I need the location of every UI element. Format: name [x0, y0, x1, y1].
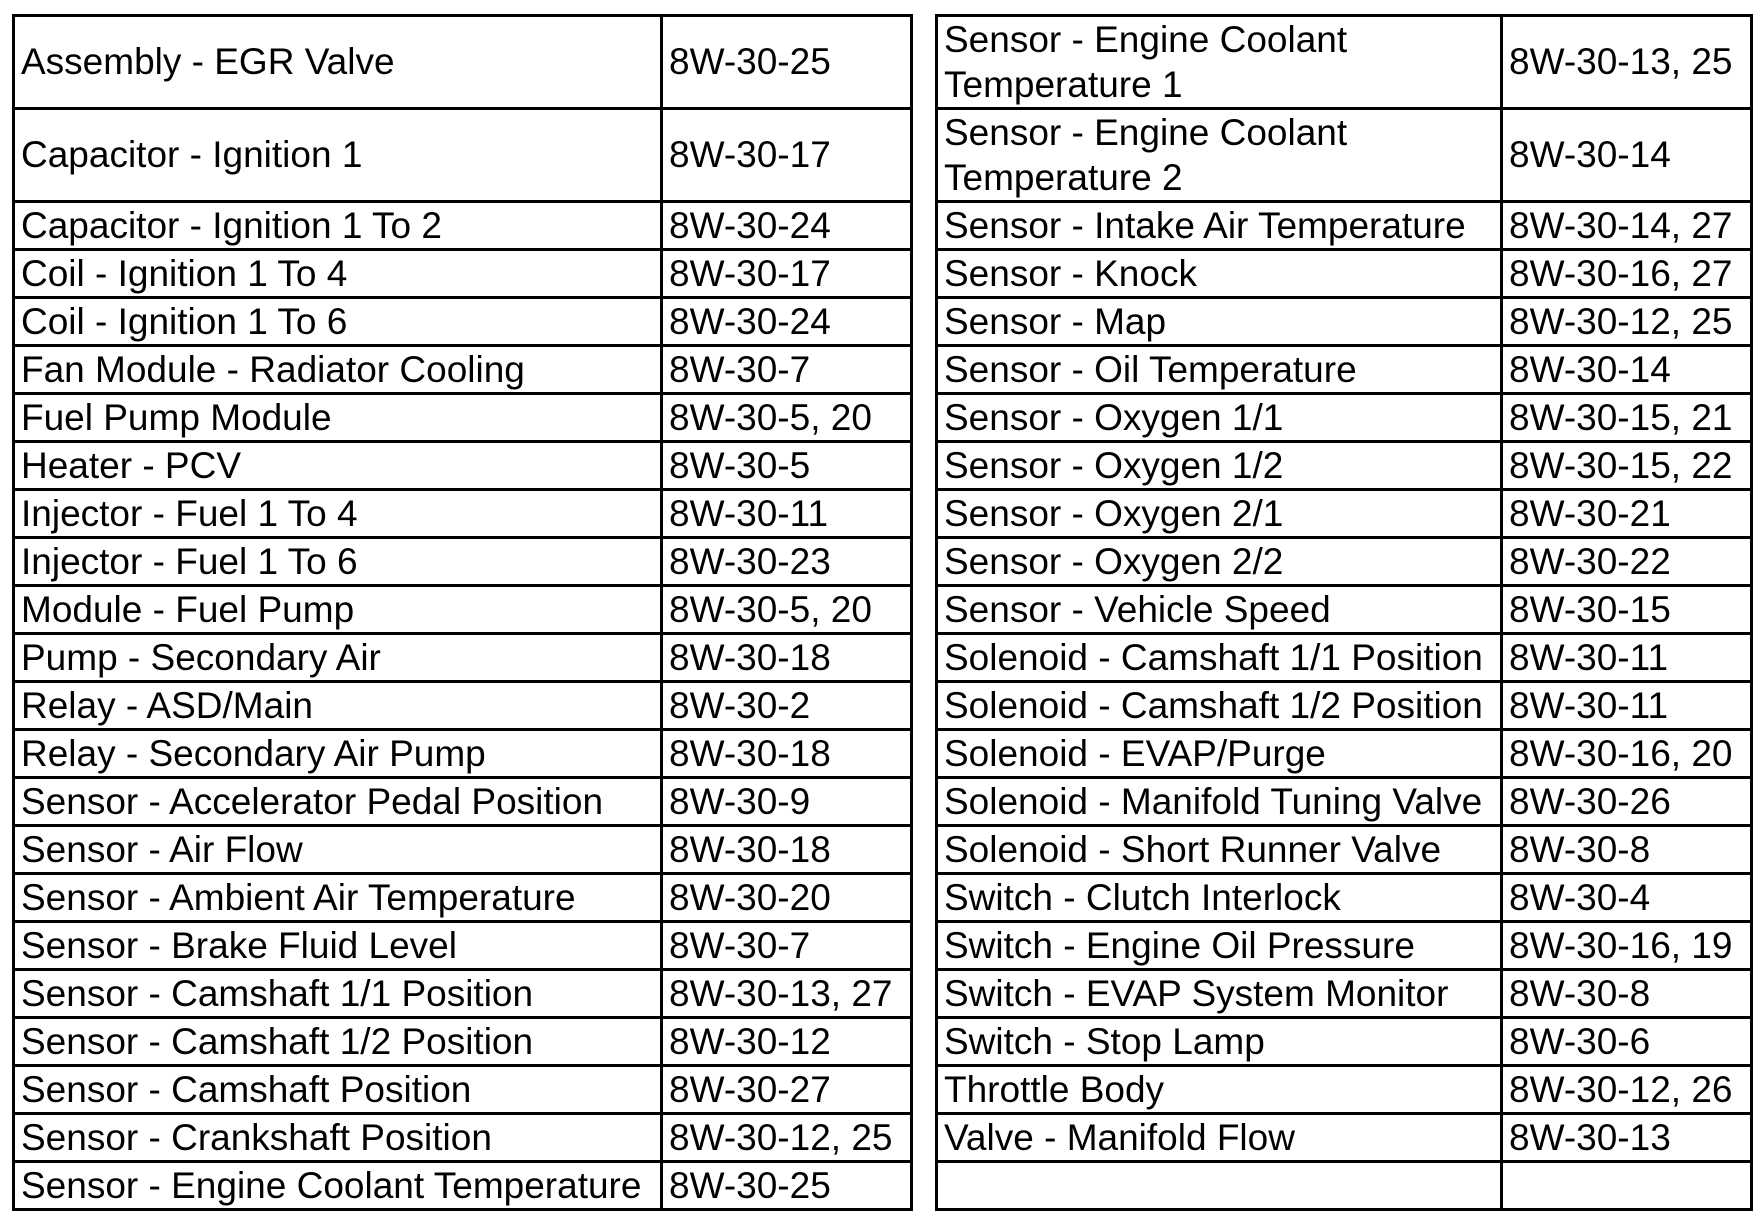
page-reference-cell: 8W-30-26: [1502, 778, 1752, 826]
component-name-cell: Module - Fuel Pump: [14, 586, 662, 634]
table-row: [14, 730, 912, 778]
page-reference-cell: 8W-30-14: [1502, 346, 1752, 394]
component-name-cell: Sensor - Engine Coolant Temperature 2: [937, 109, 1502, 202]
component-name-cell: Sensor - Knock: [937, 250, 1502, 298]
table-row: [937, 826, 1752, 874]
table-row: [937, 346, 1752, 394]
table-row: [14, 490, 912, 538]
table-row: [937, 730, 1752, 778]
page-reference-cell: 8W-30-21: [1502, 490, 1752, 538]
page-reference-cell: 8W-30-7: [662, 922, 912, 970]
table-row: [14, 922, 912, 970]
table-row: [937, 109, 1752, 202]
page-reference-cell: 8W-30-27: [662, 1066, 912, 1114]
page-reference-cell: 8W-30-2: [662, 682, 912, 730]
table-row: [937, 1066, 1752, 1114]
component-name-cell: Fuel Pump Module: [14, 394, 662, 442]
table-row: [937, 250, 1752, 298]
component-name-cell: Assembly - EGR Valve: [14, 16, 662, 109]
page-reference-cell: 8W-30-22: [1502, 538, 1752, 586]
page-reference-cell: 8W-30-12: [662, 1018, 912, 1066]
component-name-cell: Sensor - Oxygen 2/2: [937, 538, 1502, 586]
component-name-cell: Valve - Manifold Flow: [937, 1114, 1502, 1162]
component-name-cell: Switch - EVAP System Monitor: [937, 970, 1502, 1018]
table-row: [14, 538, 912, 586]
page-reference-cell: 8W-30-17: [662, 250, 912, 298]
component-name-cell: Relay - ASD/Main: [14, 682, 662, 730]
table-row: [937, 442, 1752, 490]
page-reference-cell: 8W-30-16, 19: [1502, 922, 1752, 970]
table-row: [14, 970, 912, 1018]
table-row: [14, 202, 912, 250]
component-name-cell: Solenoid - EVAP/Purge: [937, 730, 1502, 778]
table-row: [14, 778, 912, 826]
table-row: [937, 202, 1752, 250]
table-row: [14, 16, 912, 109]
page-reference-cell: 8W-30-25: [662, 1162, 912, 1210]
component-name-cell: Capacitor - Ignition 1: [14, 109, 662, 202]
page-reference-cell: 8W-30-13, 25: [1502, 16, 1752, 109]
page-reference-cell: 8W-30-9: [662, 778, 912, 826]
page-reference-cell: 8W-30-5, 20: [662, 394, 912, 442]
component-name-cell: Pump - Secondary Air: [14, 634, 662, 682]
table-row: [937, 16, 1752, 109]
page-reference-cell: 8W-30-14: [1502, 109, 1752, 202]
component-name-cell: Switch - Clutch Interlock: [937, 874, 1502, 922]
component-name-cell: Sensor - Map: [937, 298, 1502, 346]
page-reference-cell: 8W-30-5, 20: [662, 586, 912, 634]
component-name-cell: Solenoid - Camshaft 1/1 Position: [937, 634, 1502, 682]
page-reference-cell: [1502, 1162, 1752, 1210]
component-name-cell: Throttle Body: [937, 1066, 1502, 1114]
page-reference-cell: 8W-30-18: [662, 730, 912, 778]
page-reference-cell: 8W-30-16, 20: [1502, 730, 1752, 778]
page-reference-cell: 8W-30-15, 21: [1502, 394, 1752, 442]
page-reference-cell: 8W-30-23: [662, 538, 912, 586]
table-row: [14, 250, 912, 298]
table-row: [937, 922, 1752, 970]
component-name-cell: Sensor - Oxygen 1/1: [937, 394, 1502, 442]
table-row: [14, 874, 912, 922]
table-row: [937, 298, 1752, 346]
table-row: [14, 109, 912, 202]
page-reference-cell: 8W-30-24: [662, 202, 912, 250]
component-name-cell: Injector - Fuel 1 To 6: [14, 538, 662, 586]
page-reference-cell: 8W-30-18: [662, 634, 912, 682]
table-row: [14, 1114, 912, 1162]
table-row: [14, 826, 912, 874]
table-row: [937, 874, 1752, 922]
page-reference-cell: 8W-30-24: [662, 298, 912, 346]
page-reference-cell: 8W-30-11: [1502, 682, 1752, 730]
table-row: [14, 442, 912, 490]
table-row: [937, 1162, 1752, 1210]
page-reference-cell: 8W-30-11: [662, 490, 912, 538]
table-row: [14, 346, 912, 394]
page-reference-cell: 8W-30-12, 25: [1502, 298, 1752, 346]
component-name-cell: Sensor - Ambient Air Temperature: [14, 874, 662, 922]
component-index-table-left: [12, 14, 913, 1211]
page-reference-cell: 8W-30-11: [1502, 634, 1752, 682]
component-name-cell: Injector - Fuel 1 To 4: [14, 490, 662, 538]
table-row: [14, 682, 912, 730]
page-reference-cell: 8W-30-18: [662, 826, 912, 874]
table-row: [14, 634, 912, 682]
component-name-cell: Sensor - Engine Coolant Temperature: [14, 1162, 662, 1210]
page-reference-cell: 8W-30-5: [662, 442, 912, 490]
table-row: [937, 538, 1752, 586]
table-row: [937, 1114, 1752, 1162]
component-name-cell: Solenoid - Manifold Tuning Valve: [937, 778, 1502, 826]
table-row: [937, 490, 1752, 538]
component-name-cell: Capacitor - Ignition 1 To 2: [14, 202, 662, 250]
table-row: [14, 1066, 912, 1114]
component-name-cell: Relay - Secondary Air Pump: [14, 730, 662, 778]
page-reference-cell: 8W-30-25: [662, 16, 912, 109]
table-row: [14, 394, 912, 442]
page-reference-cell: 8W-30-20: [662, 874, 912, 922]
component-name-cell: Coil - Ignition 1 To 4: [14, 250, 662, 298]
page-reference-cell: 8W-30-15: [1502, 586, 1752, 634]
table-row: [937, 586, 1752, 634]
component-name-cell: Heater - PCV: [14, 442, 662, 490]
component-name-cell: Solenoid - Camshaft 1/2 Position: [937, 682, 1502, 730]
component-name-cell: [937, 1162, 1502, 1210]
page-reference-cell: 8W-30-8: [1502, 826, 1752, 874]
component-name-cell: Sensor - Accelerator Pedal Position: [14, 778, 662, 826]
table-row: [14, 1162, 912, 1210]
page-reference-cell: 8W-30-13, 27: [662, 970, 912, 1018]
table-row: [937, 682, 1752, 730]
table-row: [14, 298, 912, 346]
page-reference-cell: 8W-30-12, 25: [662, 1114, 912, 1162]
page-reference-cell: 8W-30-6: [1502, 1018, 1752, 1066]
page-reference-cell: 8W-30-17: [662, 109, 912, 202]
table-row: [14, 1018, 912, 1066]
component-name-cell: Sensor - Camshaft Position: [14, 1066, 662, 1114]
page-reference-cell: 8W-30-12, 26: [1502, 1066, 1752, 1114]
page-reference-cell: 8W-30-13: [1502, 1114, 1752, 1162]
table-row: [937, 1018, 1752, 1066]
page-reference-cell: 8W-30-15, 22: [1502, 442, 1752, 490]
component-name-cell: Coil - Ignition 1 To 6: [14, 298, 662, 346]
table-row: [937, 394, 1752, 442]
component-name-cell: Fan Module - Radiator Cooling: [14, 346, 662, 394]
component-name-cell: Sensor - Engine Coolant Temperature 1: [937, 16, 1502, 109]
component-name-cell: Sensor - Intake Air Temperature: [937, 202, 1502, 250]
component-index-table-right: [935, 14, 1753, 1211]
table-row: [937, 778, 1752, 826]
component-name-cell: Sensor - Crankshaft Position: [14, 1114, 662, 1162]
component-name-cell: Sensor - Oxygen 2/1: [937, 490, 1502, 538]
component-name-cell: Sensor - Vehicle Speed: [937, 586, 1502, 634]
component-name-cell: Switch - Stop Lamp: [937, 1018, 1502, 1066]
component-name-cell: Sensor - Oxygen 1/2: [937, 442, 1502, 490]
table-row: [937, 970, 1752, 1018]
component-name-cell: Sensor - Camshaft 1/2 Position: [14, 1018, 662, 1066]
page-reference-cell: 8W-30-14, 27: [1502, 202, 1752, 250]
component-name-cell: Sensor - Air Flow: [14, 826, 662, 874]
component-name-cell: Sensor - Camshaft 1/1 Position: [14, 970, 662, 1018]
table-row: [937, 634, 1752, 682]
page-reference-cell: 8W-30-4: [1502, 874, 1752, 922]
component-name-cell: Sensor - Oil Temperature: [937, 346, 1502, 394]
page-reference-cell: 8W-30-16, 27: [1502, 250, 1752, 298]
page-reference-cell: 8W-30-7: [662, 346, 912, 394]
component-name-cell: Sensor - Brake Fluid Level: [14, 922, 662, 970]
table-row: [14, 586, 912, 634]
component-name-cell: Solenoid - Short Runner Valve: [937, 826, 1502, 874]
page-reference-cell: 8W-30-8: [1502, 970, 1752, 1018]
component-name-cell: Switch - Engine Oil Pressure: [937, 922, 1502, 970]
